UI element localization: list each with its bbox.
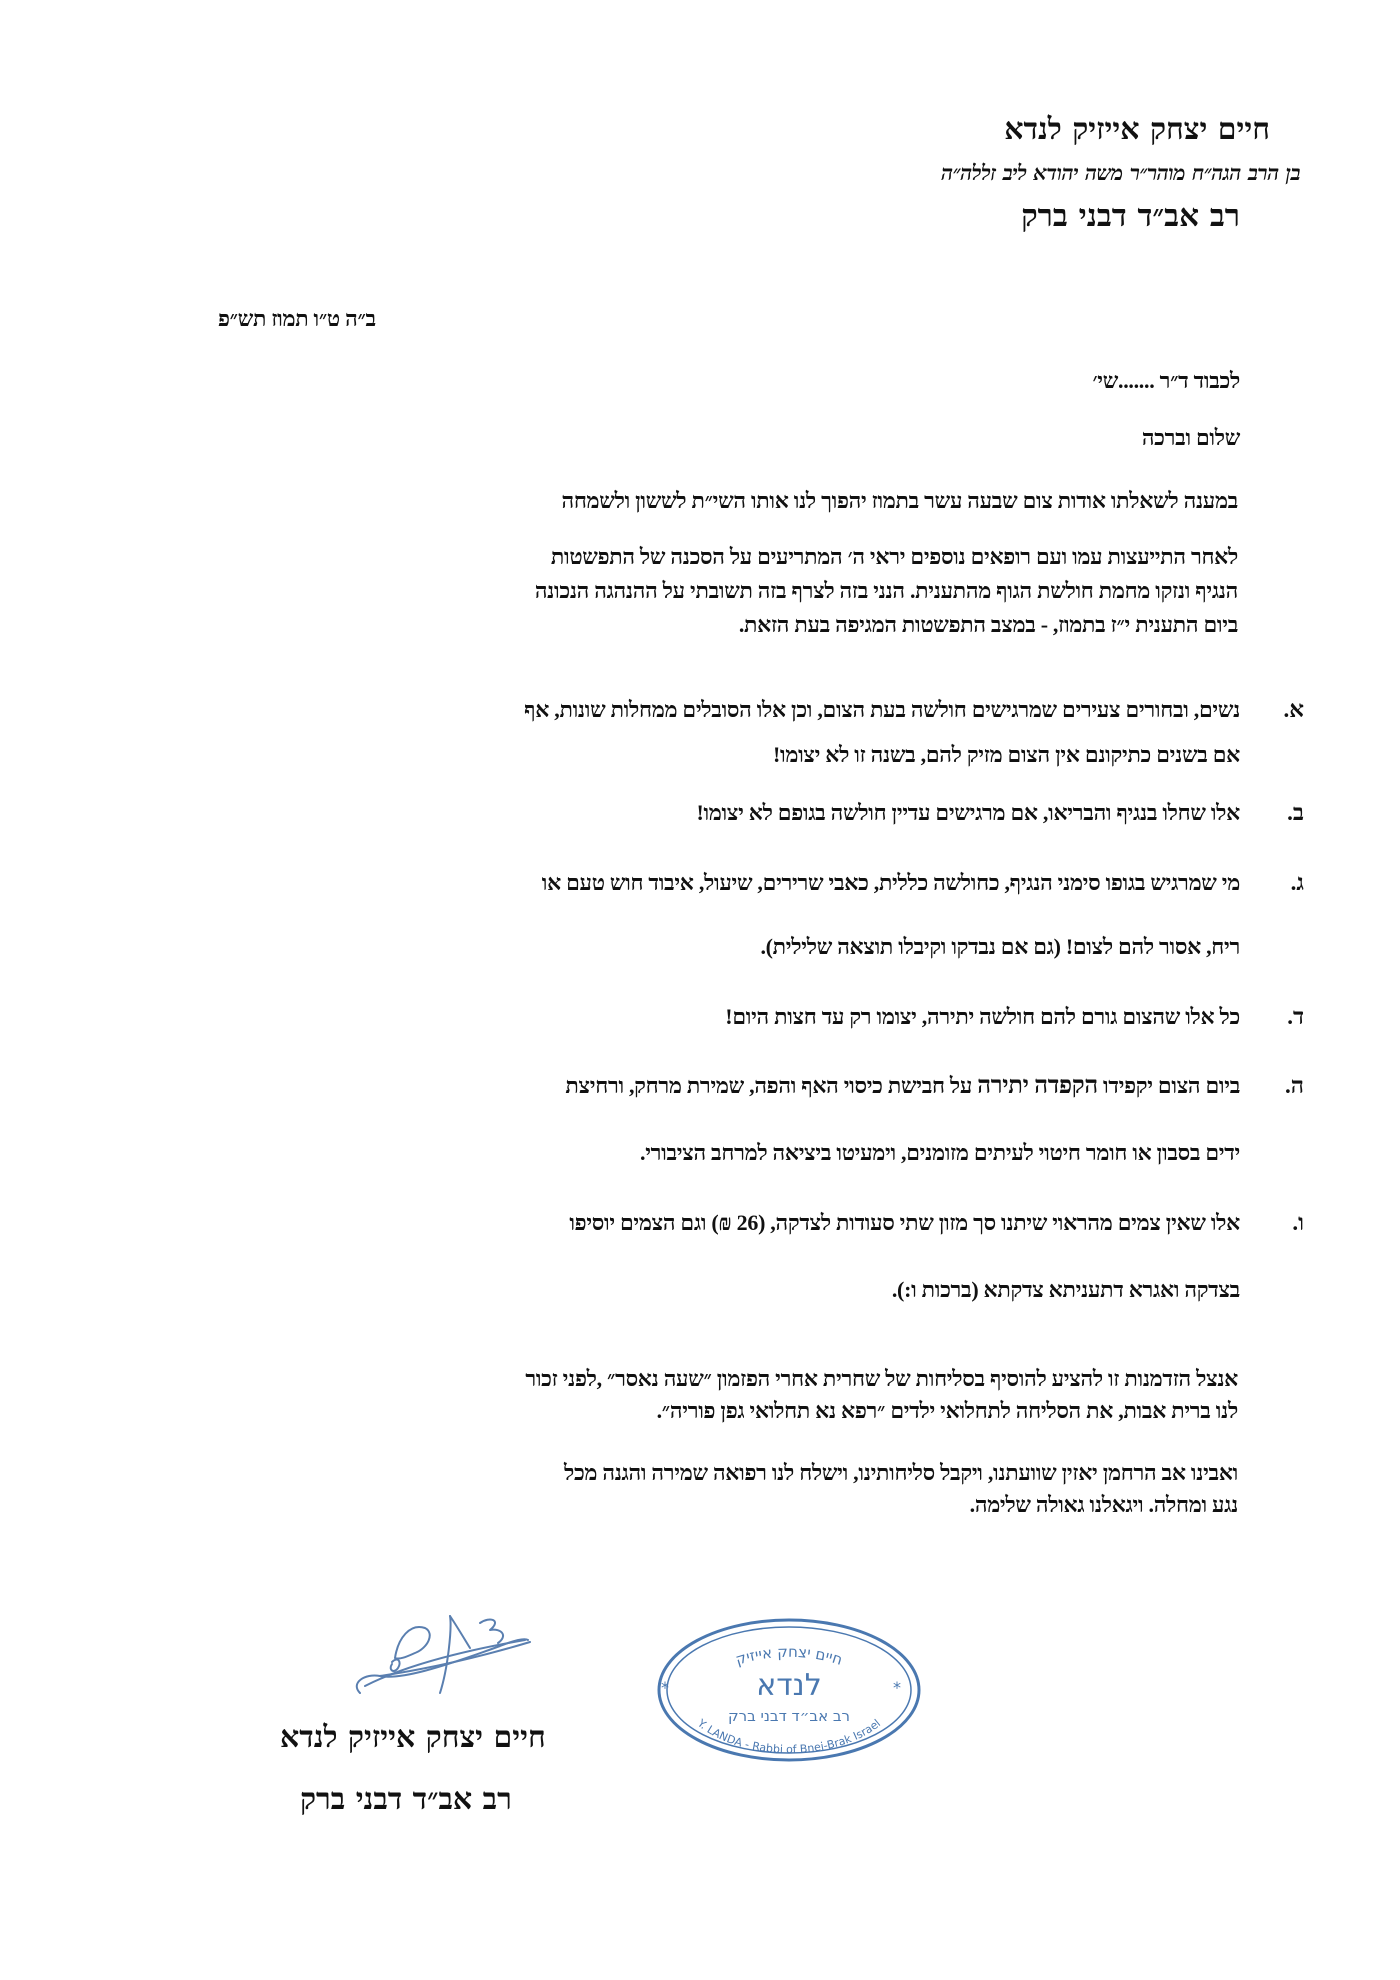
paragraph-line: נגע ומחלה. ויגאלנו גאולה שלימה. xyxy=(969,1492,1238,1517)
item-bet-line-1: אלו שחלו בנגיף והבריאו, אם מרגישים עדיין חולשה בגופם לא יצומו! xyxy=(696,800,1240,825)
stamp-top-arc: חיים יצחק אייזיק xyxy=(733,1642,845,1669)
letterhead-name: חיים יצחק אייזיק לנדא xyxy=(1004,112,1270,147)
item-marker-vav: ו. xyxy=(1292,1210,1304,1235)
letterhead-lineage: בן הרב הגה״ח מוהר״ר משה יהודא ליב זללה״ה xyxy=(941,160,1300,185)
item-gimel-line-2: ריח, אסור להם לצום! (גם אם נבדקו וקיבלו תוצאה שלילית). xyxy=(760,934,1240,959)
stamp-asterisk-right: * xyxy=(893,1678,901,1697)
letterhead-title: רב אב״ד דבני ברק xyxy=(1021,198,1240,234)
paragraph-line: לאחר התייעצות עמו ועם רופאים נוספים יראי ה׳ המתריעים על הסכנה של התפשטות xyxy=(550,544,1238,569)
closing-paragraph-selichot xyxy=(178,1363,1238,1427)
item-vav-line-1: אלו שאין צמים מהראוי שיתנו סך מזון שתי סעודות לצדקה, (26 ₪) וגם הצמים יוסיפו xyxy=(569,1210,1240,1235)
greeting: שלום וברכה xyxy=(1141,425,1240,450)
letter-date: ב״ה ט״ו תמוז תש״פ xyxy=(218,306,376,331)
rabbinical-stamp xyxy=(655,1617,923,1764)
stamp-bottom-arc: Y. LANDA - Rabbi of Bnei-Brak Israel xyxy=(694,1716,884,1757)
item-he-pre: ביום הצום יקפידו xyxy=(1097,1073,1240,1098)
item-marker-bet: ב. xyxy=(1287,800,1304,825)
closing-paragraph-blessing xyxy=(178,1457,1238,1521)
item-alef-line-2: אם בשנים כתיקונם אין הצום מזיק להם, בשנה זו לא יצומו! xyxy=(772,742,1240,767)
item-vav-line-2: בצדקה ואגרא דתעניתא צדקתא (ברכות ו:). xyxy=(891,1277,1240,1302)
opening-paragraph xyxy=(178,540,1238,642)
signature-title: רב אב״ד דבני ברק xyxy=(300,1782,512,1817)
paragraph-line: ואבינו אב הרחמן יאזין שוועתנו, ויקבל סליחותינו, וישלח לנו רפואה שמירה והגנה מכל xyxy=(563,1460,1238,1485)
intro-line: במענה לשאלתו אודות צום שבעה עשר בתמוז יהפוך לנו אותו השי״ת לששון ולשמחה xyxy=(561,488,1238,513)
stamp-title: רב אב״ד דבני ברק xyxy=(728,1707,850,1725)
item-alef-line-1: נשים, ובחורים צעירים שמרגישים חולשה בעת הצום, וכן אלו הסובלים ממחלות שונות, אף xyxy=(524,697,1240,722)
item-marker-gimel: ג. xyxy=(1290,870,1304,895)
item-he-line-2: ידים בסבון או חומר חיטוי לעיתים מזומנים, וימעיטו ביציאה למרחב הציבורי. xyxy=(640,1140,1240,1165)
paragraph-line: הנגיף ונזקו מחמת חולשת הגוף מהתענית. הנני בזה לצרף בזה תשובתי על ההנהגה הנכונה xyxy=(534,578,1238,603)
item-marker-dalet: ד. xyxy=(1287,1004,1304,1029)
paragraph-line: לנו ברית אבות, את הסליחה לתחלואי ילדים ״רפא נא תחלואי גפן פוריה״. xyxy=(656,1398,1238,1423)
item-gimel-line-1: מי שמרגיש בגופו סימני הנגיף, כחולשה כללית, כאבי שרירים, שיעול, איבוד חוש טעם או xyxy=(541,870,1240,895)
item-he-line-1 xyxy=(565,1073,1240,1100)
item-dalet-line-1: כל אלו שהצום גורם להם חולשה יתירה, יצומו רק עד חצות היום! xyxy=(725,1004,1240,1029)
stamp-center-name: לנדא xyxy=(756,1668,822,1703)
item-marker-he: ה. xyxy=(1285,1073,1304,1098)
salutation: לכבוד ד״ר .......שי׳ xyxy=(1092,368,1240,393)
item-he-emphasis: הקפדה יתירה xyxy=(977,1073,1098,1099)
stamp-asterisk-left: * xyxy=(661,1678,669,1697)
item-marker-alef: א. xyxy=(1283,697,1304,722)
paragraph-line: ביום התענית י״ז בתמוז, - במצב התפשטות המגיפה בעת הזאת. xyxy=(738,612,1238,637)
handwritten-signature xyxy=(340,1598,540,1708)
item-he-post: על חבישת כיסוי האף והפה, שמירת מרחק, ורחיצת xyxy=(565,1073,978,1098)
paragraph-line: אנצל הזדמנות זו להציע להוסיף בסליחות של שחרית אחרי הפזמון ״שעה נאסר״ ,לפני זכור xyxy=(525,1366,1238,1391)
signature-name: חיים יצחק אייזיק לנדא xyxy=(280,1720,546,1755)
